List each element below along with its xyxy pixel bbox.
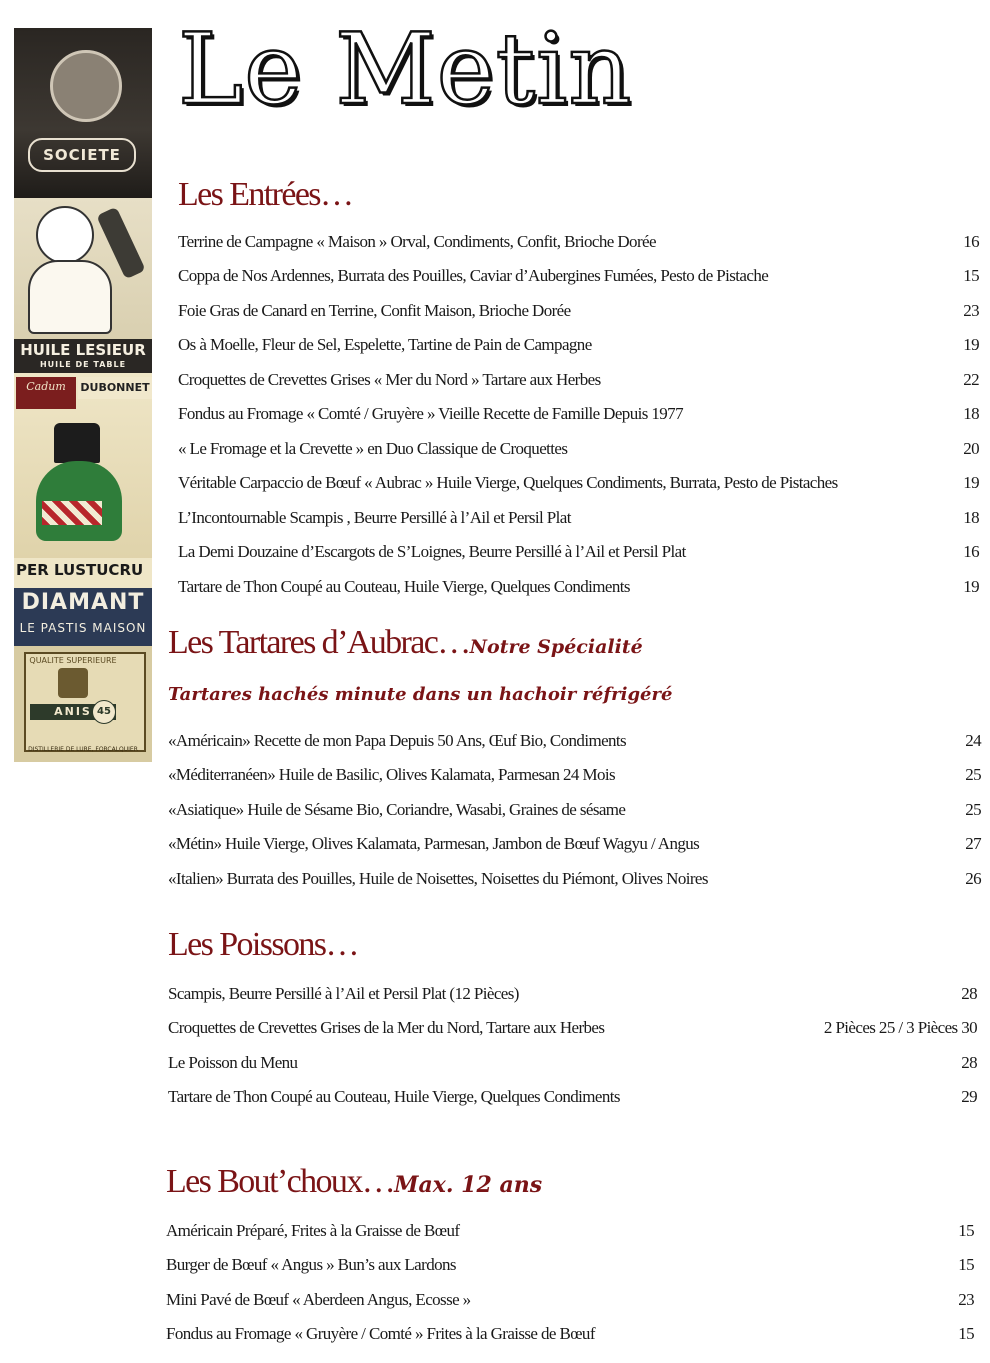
- menu-item-name: Américain Préparé, Frites à la Graisse de Bœuf: [166, 1221, 460, 1240]
- menu-item-price: 27: [965, 834, 981, 853]
- menu-item-name: Terrine de Campagne « Maison » Orval, Condiments, Confit, Brioche Dorée: [178, 232, 656, 251]
- menu-item-name: «Américain» Recette de mon Papa Depuis 50 Ans, Œuf Bio, Condiments: [168, 731, 627, 750]
- diamant-sublabel: LE PASTIS MAISON: [19, 621, 147, 635]
- menu-item-price: 19: [963, 473, 979, 492]
- menu-item-price: 15: [963, 266, 979, 285]
- menu-item-name: «Asiatique» Huile de Sésame Bio, Coriandre, Wasabi, Graines de sésame: [168, 800, 626, 819]
- section-title-poissons: [168, 926, 358, 964]
- menu-item-name: Coppa de Nos Ardennes, Burrata des Pouilles, Caviar d’Aubergines Fumées, Pesto de Pistache: [178, 266, 769, 285]
- menu-item: [168, 1080, 977, 1114]
- menu-item: [168, 758, 981, 792]
- societe-poster: [14, 28, 152, 198]
- menu-item: [168, 827, 981, 861]
- diamant-label: DIAMANT: [21, 590, 145, 615]
- societe-badge: SOCIETE: [28, 138, 136, 172]
- menu-item-price: 15: [958, 1255, 974, 1274]
- menu-item: [178, 225, 979, 259]
- lustucru-poster: [14, 373, 152, 588]
- menu-item-price: 24: [965, 731, 981, 750]
- menu-item: [178, 570, 979, 604]
- menu-item-name: Fondus au Fromage « Comté / Gruyère » Vieille Recette de Famille Depuis 1977: [178, 404, 683, 423]
- menu-item-price: 16: [963, 232, 979, 251]
- lesieur-poster: [14, 198, 152, 373]
- menu-item: [178, 363, 979, 397]
- top-hat-illustration: [54, 423, 100, 463]
- menu-item-name: Croquettes de Crevettes Grises « Mer du Nord » Tartare aux Herbes: [178, 370, 601, 389]
- menu-item-price: 23: [958, 1290, 974, 1309]
- section-title-tartares: [168, 624, 643, 662]
- menu-item-name: Tartare de Thon Coupé au Couteau, Huile Vierge, Quelques Condiments: [168, 1087, 620, 1106]
- menu-item: [168, 1011, 977, 1045]
- menu-item-price: 25: [965, 800, 981, 819]
- menu-item: [166, 1283, 974, 1317]
- menu-item: [168, 977, 977, 1011]
- menu-item-price: 20: [963, 439, 979, 458]
- chef-head-illustration: [36, 206, 94, 264]
- restaurant-title: Le Metin: [178, 13, 633, 127]
- lustucru-label: PER LUSTUCRU: [14, 558, 152, 588]
- menu-item: [178, 466, 979, 500]
- menu-item-price: 29: [961, 1087, 977, 1106]
- distillerie-label: DISTILLERIE DE LURE, FORCALQUIER: [28, 746, 138, 753]
- menu-item-name: La Demi Douzaine d’Escargots de S’Loignes, Beurre Persillé à l’Ail et Persil Plat: [178, 542, 686, 561]
- menu-item: [178, 328, 979, 362]
- lesieur-sublabel: HUILE DE TABLE: [39, 360, 127, 369]
- menu-item-price: 18: [963, 508, 979, 527]
- menu-item-price: 25: [965, 765, 981, 784]
- menu-item-name: L’Incontournable Scampis , Beurre Persillé à l’Ail et Persil Plat: [178, 508, 571, 527]
- dubonnet-label: DUBONNET: [78, 377, 152, 399]
- cadum-label: Cadum: [16, 377, 76, 409]
- anis-degree-badge: 45: [92, 700, 116, 724]
- menu-item-price: 22: [963, 370, 979, 389]
- menu-item: [178, 501, 979, 535]
- menu-item-price: 26: [965, 869, 981, 888]
- tartares-tag: Notre Spécialité: [469, 636, 643, 658]
- tartares-subtitle: Tartares hachés minute dans un hachoir réfrigéré: [168, 684, 673, 705]
- menu-item-name: Fondus au Fromage « Gruyère / Comté » Frites à la Graisse de Bœuf: [166, 1324, 595, 1343]
- boutchoux-title-text: Les Bout’choux…: [166, 1163, 395, 1200]
- menu-item-price: 15: [958, 1324, 974, 1343]
- menu-item: [178, 294, 979, 328]
- menu-item: [178, 535, 979, 569]
- menu-item-name: «Italien» Burrata des Pouilles, Huile de Noisettes, Noisettes du Piémont, Olives Noires: [168, 869, 708, 888]
- chef-coat-illustration: [28, 260, 112, 334]
- anis-label: ANIS: [30, 704, 116, 720]
- poissons-title-text: Les Poissons…: [168, 926, 358, 963]
- crest-icon: [58, 668, 88, 698]
- anis-ribbon: QUALITE SUPERIEURE: [29, 656, 117, 665]
- vintage-poster-strip: [14, 28, 152, 762]
- menu-item-price: 19: [963, 335, 979, 354]
- menu-item: [178, 432, 979, 466]
- menu-item-price: 18: [963, 404, 979, 423]
- menu-item-name: Scampis, Beurre Persillé à l’Ail et Persil Plat (12 Pièces): [168, 984, 519, 1003]
- boutchoux-tag: Max. 12 ans: [394, 1172, 543, 1198]
- menu-item-name: Foie Gras de Canard en Terrine, Confit Maison, Brioche Dorée: [178, 301, 571, 320]
- checkered-pattern: [42, 501, 102, 525]
- menu-item: [178, 259, 979, 293]
- menu-item-name: Burger de Bœuf « Angus » Bun’s aux Lardons: [166, 1255, 456, 1274]
- menu-item-price: 28: [961, 984, 977, 1003]
- section-title-boutchoux: [166, 1163, 542, 1201]
- menu-item-name: Mini Pavé de Bœuf « Aberdeen Angus, Ecosse »: [166, 1290, 471, 1309]
- menu-item-price: 15: [958, 1221, 974, 1240]
- menu-item: [168, 862, 981, 896]
- entrees-title-text: Les Entrées…: [178, 176, 353, 213]
- menu-item-price: 19: [963, 577, 979, 596]
- menu-item-price: 2 Pièces 25 / 3 Pièces 30: [823, 1018, 977, 1037]
- tartares-title-text: Les Tartares d’Aubrac…: [168, 624, 470, 661]
- menu-item-price: 23: [963, 301, 979, 320]
- menu-item-price: 28: [961, 1053, 977, 1072]
- menu-item-price: 16: [963, 542, 979, 561]
- menu-item: [166, 1214, 974, 1248]
- menu-item-name: «Métin» Huile Vierge, Olives Kalamata, Parmesan, Jambon de Bœuf Wagyu / Angus: [168, 834, 700, 853]
- menu-item-name: « Le Fromage et la Crevette » en Duo Classique de Croquettes: [178, 439, 568, 458]
- diamant-poster: [14, 588, 152, 646]
- menu-item: [168, 1046, 977, 1080]
- section-title-entrees: [178, 176, 352, 214]
- lesieur-band: [14, 339, 152, 373]
- menu-item-name: «Méditerranéen» Huile de Basilic, Olives Kalamata, Parmesan 24 Mois: [168, 765, 615, 784]
- menu-item-name: Os à Moelle, Fleur de Sel, Espelette, Tartine de Pain de Campagne: [178, 335, 592, 354]
- menu-item-name: Véritable Carpaccio de Bœuf « Aubrac » Huile Vierge, Quelques Condiments, Burrata, Pesto de Pistaches: [178, 473, 838, 492]
- menu-item-name: Le Poisson du Menu: [168, 1053, 298, 1072]
- anis-poster: [14, 646, 152, 762]
- menu-item: [178, 397, 979, 431]
- menu-item: [166, 1317, 974, 1351]
- menu-item: [168, 724, 981, 758]
- menu-item: [168, 793, 981, 827]
- menu-item: [166, 1248, 974, 1282]
- menu-item-name: Tartare de Thon Coupé au Couteau, Huile Vierge, Quelques Condiments: [178, 577, 630, 596]
- lesieur-label: HUILE LESIEUR: [20, 341, 146, 359]
- cheese-wheel-illustration: [50, 50, 122, 122]
- menu-item-name: Croquettes de Crevettes Grises de la Mer du Nord, Tartare aux Herbes: [168, 1018, 605, 1037]
